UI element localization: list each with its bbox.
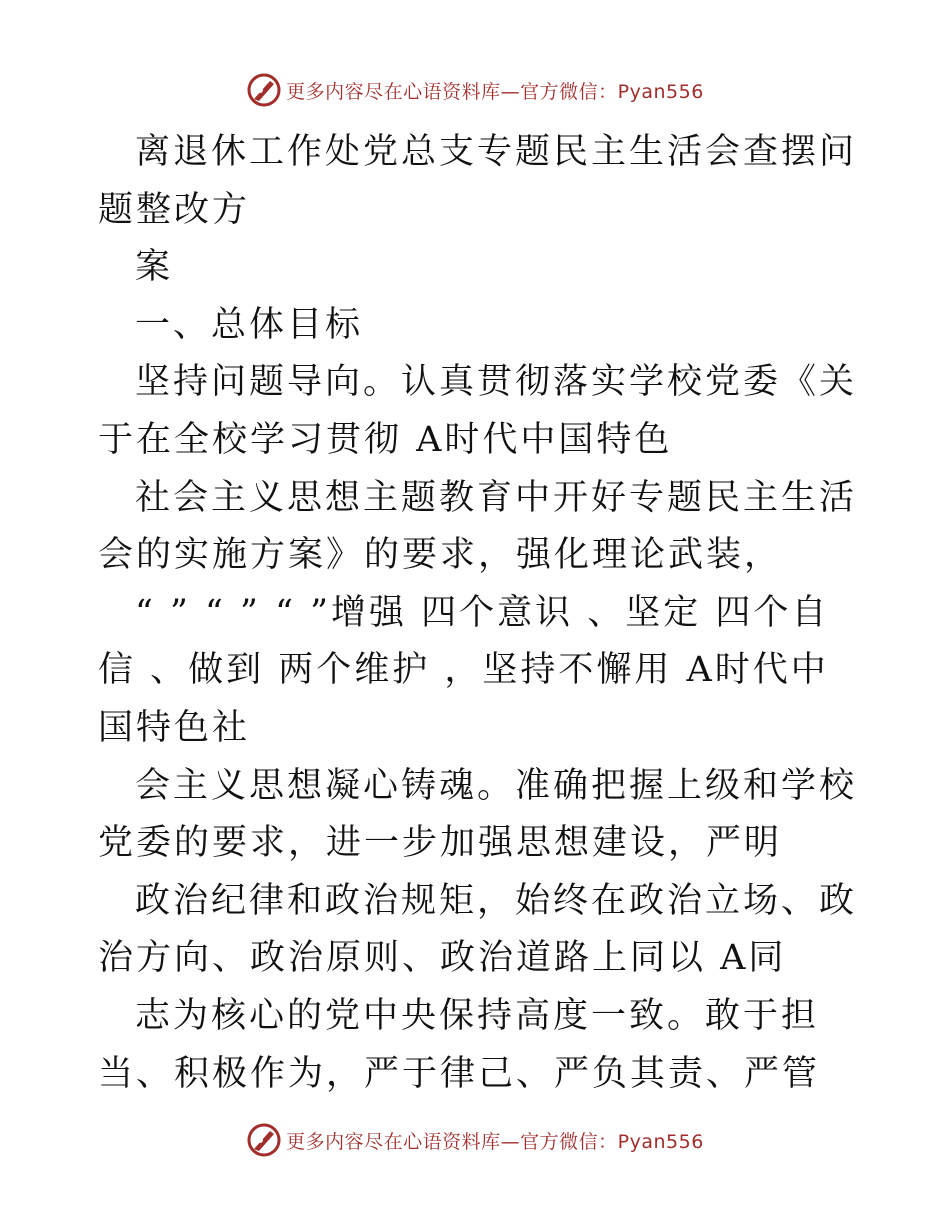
- document-title-line-1: 离退休工作处党总支专题民主生活会查摆问题整改方: [98, 132, 858, 230]
- watermark-banner-top: [0, 70, 950, 110]
- paragraph: 坚持问题导向。认真贯彻落实学校党委《关于在全校学习贯彻 A时代中国特色: [98, 362, 858, 460]
- paragraph: “ ” “ ” “ ”增强 四个意识 、坚定 四个自信 、做到 两个维护 ，坚持不懈用 A时代中国特色社: [98, 592, 830, 748]
- watermark-text: 更多内容尽在心语资料库—官方微信：Pyan556: [286, 80, 704, 103]
- watermark-text: 更多内容尽在心语资料库—官方微信：Pyan556: [286, 1130, 704, 1153]
- watermark-banner-bottom: [0, 1120, 950, 1160]
- pen-logo-icon: [246, 1122, 282, 1158]
- paragraph: 政治纪律和政治规矩，始终在政治立场、政治方向、政治原则、政治道路上同以 A同: [98, 880, 858, 979]
- pen-logo-icon: [246, 72, 282, 108]
- document-body: [98, 124, 858, 1103]
- paragraph: 社会主义思想主题教育中开好专题民主生活会的实施方案》的要求，强化理论武装，: [98, 477, 858, 576]
- section-heading: 一、总体目标: [135, 304, 364, 345]
- paragraph: 会主义思想凝心铸魂。准确把握上级和学校党委的要求，进一步加强思想建设，严明: [98, 765, 858, 864]
- paragraph: 志为核心的党中央保持高度一致。敢于担当、积极作为，严于律己、严负其责、严管: [98, 995, 821, 1094]
- document-title-line-2: 案: [135, 247, 174, 288]
